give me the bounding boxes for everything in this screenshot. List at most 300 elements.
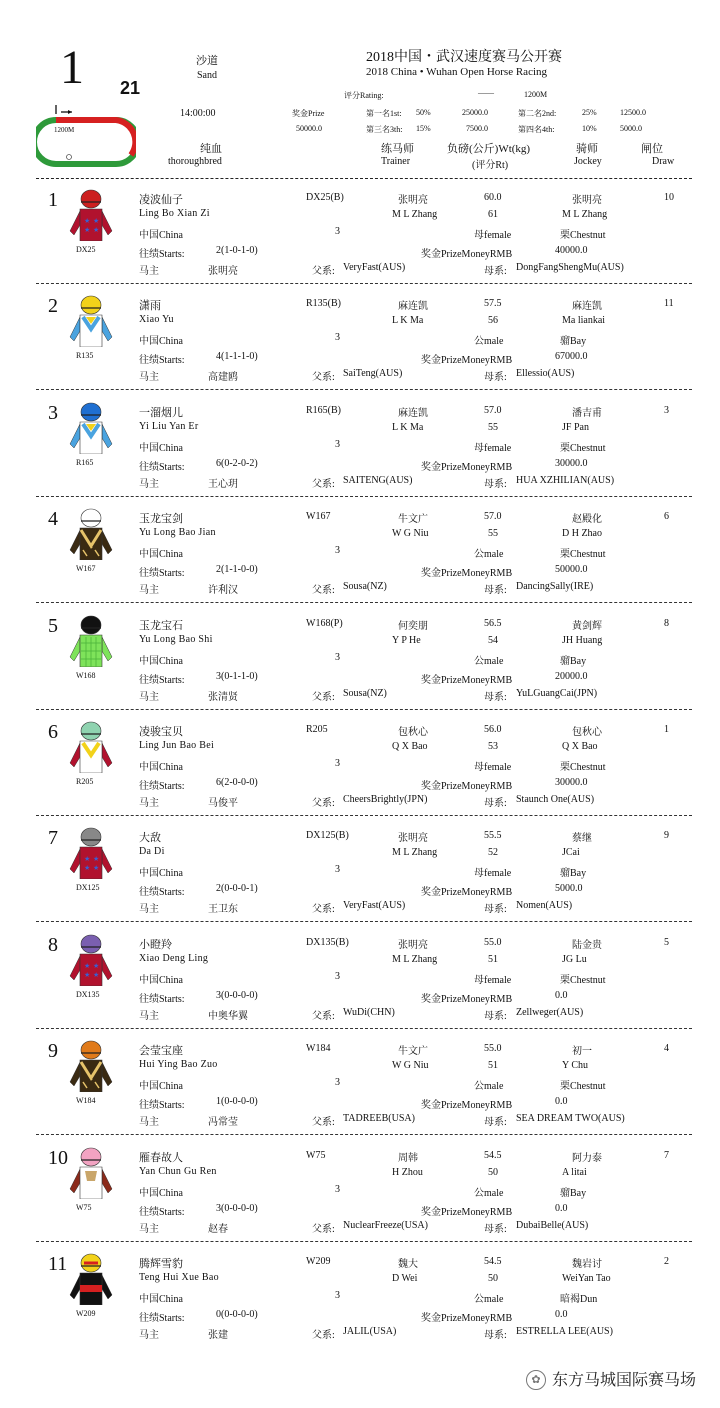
horse-name-en: Yu Long Bao Jian (139, 527, 216, 538)
starts-record: 6(0-2-0-2) (216, 458, 258, 469)
jockey-en: M L Zhang (562, 209, 608, 220)
owner-label: 马主 (139, 372, 159, 383)
prize-money: 5000.0 (555, 883, 583, 894)
horse-age: 3 (335, 971, 340, 982)
sire-label: 父系: (312, 692, 335, 703)
sex: 母female (474, 762, 512, 773)
sire: VeryFast(AUS) (343, 900, 406, 911)
horse-gear: DX25(B) (306, 192, 344, 203)
trainer-en: Y P He (392, 635, 421, 646)
trainer-en: M L Zhang (392, 209, 438, 220)
sire: Sousa(NZ) (343, 688, 387, 699)
horse-gear: R135(B) (306, 298, 341, 309)
jockey-silk (66, 1145, 116, 1199)
sire-label: 父系: (312, 1117, 335, 1128)
horse-gear: W75 (306, 1150, 326, 1161)
horse-name-cn: 雁春故人 (139, 1152, 183, 1164)
horse-name-en: Yan Chun Gu Ren (139, 1166, 217, 1177)
horse-code: R165 (76, 458, 94, 467)
svg-text:★: ★ (93, 864, 100, 872)
prize-second-label: 第二名2nd: (518, 109, 557, 118)
owner-label: 马主 (139, 1117, 159, 1128)
entry-divider (36, 709, 692, 710)
horse-origin: 中国China (139, 1294, 183, 1305)
dam-label: 母系: (484, 372, 507, 383)
owner-label: 马主 (139, 692, 159, 703)
horse-gear: DX135(B) (306, 937, 349, 948)
horse-name-en: Yi Liu Yan Er (139, 421, 199, 432)
entry-divider (36, 283, 692, 284)
entry-number: 7 (48, 827, 58, 849)
prize-second-amt: 12500.0 (620, 108, 646, 117)
trainer-en: L K Ma (392, 422, 424, 433)
starts-label: 往绩Starts: (139, 355, 185, 366)
rating: 56 (488, 315, 498, 326)
jockey-silk (66, 293, 116, 347)
svg-text:★: ★ (84, 971, 91, 979)
starts-record: 3(0-0-0-0) (216, 1203, 258, 1214)
svg-text:★: ★ (93, 971, 100, 979)
starts-label: 往绩Starts: (139, 675, 185, 686)
distance: 1200M (524, 90, 548, 99)
jockey-silk (66, 187, 116, 241)
prize-money-label: 奖金PrizeMoneyRMB (421, 462, 513, 473)
race-number: 1 (60, 41, 84, 94)
entry-row (0, 394, 720, 501)
trainer-cn: 张明亮 (398, 940, 428, 951)
trainer-en: W G Niu (392, 528, 429, 539)
jockey-en: JF Pan (562, 422, 589, 433)
owner-name: 中奥华翼 (208, 1011, 248, 1022)
weight: 56.5 (484, 618, 502, 629)
prize-fourth-pct: 10% (582, 124, 597, 133)
owner-name: 王心玥 (208, 479, 238, 490)
weight: 54.5 (484, 1256, 502, 1267)
sire-label: 父系: (312, 585, 335, 596)
horse-code: DX135 (76, 990, 100, 999)
horse-color: 栗Chestnut (560, 549, 606, 560)
owner-name: 张清贤 (208, 692, 238, 703)
col-draw-en: Draw (652, 156, 675, 167)
horse-code: R135 (76, 351, 94, 360)
horse-name-en: Xiao Deng Ling (139, 953, 209, 964)
starts-label: 往绩Starts: (139, 1313, 185, 1324)
horse-gear: W167 (306, 511, 331, 522)
jockey-cn: 赵殿化 (572, 514, 602, 525)
jockey-cn: 初一 (572, 1046, 592, 1057)
rating: 55 (488, 528, 498, 539)
prize-money: 0.0 (555, 1309, 568, 1320)
prize-money: 50000.0 (555, 564, 588, 575)
trainer-cn: 张明亮 (398, 195, 428, 206)
dam-label: 母系: (484, 798, 507, 809)
horse-name-cn: 一溜烟儿 (139, 407, 183, 419)
horse-name-cn: 凌波仙子 (139, 194, 183, 206)
race-title-en: 2018 China • Wuhan Open Horse Racing (366, 66, 548, 78)
horse-age: 3 (335, 332, 340, 343)
horse-name-cn: 大敌 (139, 832, 161, 844)
horse-name-en: Xiao Yu (139, 314, 174, 325)
horse-color: 栗Chestnut (560, 975, 606, 986)
svg-text:★: ★ (84, 864, 91, 872)
dam-label: 母系: (484, 266, 507, 277)
entry-divider (36, 921, 692, 922)
sex: 母female (474, 443, 512, 454)
horse-color: 骝Bay (560, 656, 587, 667)
draw: 6 (664, 511, 669, 522)
entry-row (0, 1245, 720, 1352)
horse-age: 3 (335, 864, 340, 875)
starts-label: 往绩Starts: (139, 568, 185, 579)
starts-label: 往绩Starts: (139, 249, 185, 260)
entry-divider (36, 815, 692, 816)
trainer-cn: 魏大 (398, 1259, 418, 1270)
jockey-cn: 潘吉甫 (572, 408, 602, 419)
col-draw-cn: 闸位 (641, 143, 663, 155)
prize-label: 奖金Prize (292, 109, 325, 118)
dam: Ellessio(AUS) (516, 368, 575, 379)
horse-gear: R165(B) (306, 405, 341, 416)
jockey-silk (66, 400, 116, 454)
dam: YuLGuangCai(JPN) (516, 688, 598, 699)
entry-number: 11 (48, 1253, 68, 1275)
starts-record: 2(0-0-0-1) (216, 883, 258, 894)
draw: 10 (664, 192, 674, 203)
entry-row (0, 287, 720, 394)
horse-name-en: Teng Hui Xue Bao (139, 1272, 219, 1283)
weight: 55.0 (484, 1043, 502, 1054)
trainer-en: M L Zhang (392, 954, 438, 965)
horse-name-cn: 腾辉雪豹 (139, 1258, 183, 1270)
prize-money-label: 奖金PrizeMoneyRMB (421, 355, 513, 366)
prize-money: 0.0 (555, 1096, 568, 1107)
horse-age: 3 (335, 652, 340, 663)
owner-name: 冯常莹 (208, 1117, 238, 1128)
horse-origin: 中国China (139, 762, 183, 773)
prize-money-label: 奖金PrizeMoneyRMB (421, 994, 513, 1005)
sire-label: 父系: (312, 798, 335, 809)
entry-divider (36, 496, 692, 497)
starts-label: 往绩Starts: (139, 462, 185, 473)
sex: 母female (474, 230, 512, 241)
starts-record: 3(0-1-1-0) (216, 671, 258, 682)
col-trainer-cn: 练马师 (381, 143, 414, 155)
horse-name-en: Yu Long Bao Shi (139, 634, 213, 645)
entry-number: 8 (48, 934, 58, 956)
horse-gear: R205 (306, 724, 328, 735)
dam-label: 母系: (484, 904, 507, 915)
horse-name-cn: 凌骏宝贝 (139, 726, 183, 738)
sex: 公male (474, 549, 504, 560)
entry-row (0, 607, 720, 714)
weight: 57.0 (484, 511, 502, 522)
horse-gear: W209 (306, 1256, 331, 1267)
starts-record: 2(1-1-0-0) (216, 564, 258, 575)
runner-count: 21 (120, 78, 141, 98)
track-diagram (36, 100, 136, 170)
trainer-en: W G Niu (392, 1060, 429, 1071)
starts-label: 往绩Starts: (139, 887, 185, 898)
starts-record: 4(1-1-1-0) (216, 351, 258, 362)
dam: Staunch One(AUS) (516, 794, 595, 805)
horse-code: DX125 (76, 883, 100, 892)
draw: 9 (664, 830, 669, 841)
weight: 55.0 (484, 937, 502, 948)
sire: CheersBrightly(JPN) (343, 794, 428, 805)
horse-origin: 中国China (139, 868, 183, 879)
dam: Nomen(AUS) (516, 900, 573, 911)
horse-gear: DX125(B) (306, 830, 349, 841)
horse-origin: 中国China (139, 336, 183, 347)
prize-money: 0.0 (555, 990, 568, 1001)
jockey-cn: 魏岩讨 (572, 1259, 602, 1270)
jockey-silk (66, 932, 116, 986)
prize-third-pct: 15% (416, 124, 431, 133)
col-jockey-cn: 骑师 (576, 143, 598, 155)
trainer-cn: 麻连凯 (398, 301, 428, 312)
owner-name: 赵春 (208, 1224, 228, 1235)
prize-total: 50000.0 (296, 124, 322, 133)
rating: 51 (488, 1060, 498, 1071)
entry-row (0, 1139, 720, 1246)
owner-name: 马俊平 (208, 798, 238, 809)
svg-text:★: ★ (93, 217, 100, 225)
dam-label: 母系: (484, 1330, 507, 1341)
sire-label: 父系: (312, 266, 335, 277)
horse-gear: W184 (306, 1043, 331, 1054)
jockey-cn: 麻连凯 (572, 301, 602, 312)
weight: 57.5 (484, 298, 502, 309)
jockey-silk (66, 719, 116, 773)
sire: WuDi(CHN) (343, 1007, 395, 1018)
jockey-en: Y Chu (562, 1060, 589, 1071)
entry-row (0, 1032, 720, 1139)
watermark (526, 1367, 696, 1391)
owner-label: 马主 (139, 904, 159, 915)
prize-money: 67000.0 (555, 351, 588, 362)
prize-money: 20000.0 (555, 671, 588, 682)
race-time: 14:00:00 (180, 108, 216, 119)
horse-name-en: Ling Bo Xian Zi (139, 208, 210, 219)
dam-label: 母系: (484, 1117, 507, 1128)
horse-code: W209 (76, 1309, 96, 1318)
horse-origin: 中国China (139, 549, 183, 560)
entry-number: 2 (48, 295, 58, 317)
entry-divider (36, 1028, 692, 1029)
jockey-en: JH Huang (562, 635, 603, 646)
horse-color: 骝Bay (560, 336, 587, 347)
jockey-silk (66, 1251, 116, 1305)
entry-row (0, 713, 720, 820)
prize-money-label: 奖金PrizeMoneyRMB (421, 675, 513, 686)
entry-divider (36, 1134, 692, 1135)
owner-label: 马主 (139, 585, 159, 596)
trainer-cn: 包秋心 (398, 727, 428, 738)
prize-money: 30000.0 (555, 458, 588, 469)
prize-money: 30000.0 (555, 777, 588, 788)
weight: 60.0 (484, 192, 502, 203)
header-divider (36, 178, 692, 179)
weight: 55.5 (484, 830, 502, 841)
sire-label: 父系: (312, 1224, 335, 1235)
jockey-silk (66, 1038, 116, 1092)
prize-fourth-label: 第四名4th: (518, 125, 555, 134)
horse-code: R205 (76, 777, 94, 786)
horse-color: 栗Chestnut (560, 230, 606, 241)
prize-money-label: 奖金PrizeMoneyRMB (421, 1207, 513, 1218)
owner-name: 王卫东 (208, 904, 238, 915)
trainer-cn: 牛文广 (398, 1046, 428, 1057)
sire-label: 父系: (312, 479, 335, 490)
horse-name-cn: 玉龙宝石 (139, 620, 183, 632)
jockey-en: D H Zhao (562, 528, 602, 539)
rating: 51 (488, 954, 498, 965)
surface-cn: 沙道 (196, 55, 218, 67)
horse-code: W167 (76, 564, 96, 573)
svg-text:★: ★ (84, 217, 91, 225)
jockey-en: JCai (562, 847, 580, 858)
trainer-cn: 张明亮 (398, 833, 428, 844)
jockey-en: JG Lu (562, 954, 587, 965)
horse-color: 骝Bay (560, 868, 587, 879)
dam-label: 母系: (484, 692, 507, 703)
rating: 61 (488, 209, 498, 220)
horse-code: DX25 (76, 245, 96, 254)
prize-third-amt: 7500.0 (466, 124, 488, 133)
horse-origin: 中国China (139, 1188, 183, 1199)
starts-label: 往绩Starts: (139, 1100, 185, 1111)
entry-number: 10 (48, 1147, 68, 1169)
starts-record: 0(0-0-0-0) (216, 1309, 258, 1320)
trainer-cn: 周韩 (398, 1153, 418, 1164)
entry-row (0, 181, 720, 288)
horse-origin: 中国China (139, 443, 183, 454)
horse-color: 暗褐Dun (560, 1294, 598, 1305)
prize-first-amt: 25000.0 (462, 108, 488, 117)
entry-number: 3 (48, 402, 58, 424)
trainer-cn: 何奕朋 (398, 621, 428, 632)
starts-record: 2(1-0-1-0) (216, 245, 258, 256)
jockey-cn: 包秋心 (572, 727, 602, 738)
entry-divider (36, 602, 692, 603)
entry-row (0, 819, 720, 926)
watermark-text: 东方马城国际赛马场 (551, 1369, 696, 1389)
sire: SaiTeng(AUS) (343, 368, 403, 379)
track-distance-label: 1200M (54, 126, 75, 134)
horse-age: 3 (335, 1290, 340, 1301)
horse-color: 栗Chestnut (560, 443, 606, 454)
sire: SAITENG(AUS) (343, 475, 413, 486)
entry-number: 5 (48, 615, 58, 637)
horse-age: 3 (335, 545, 340, 556)
weight: 54.5 (484, 1150, 502, 1161)
horse-name-en: Hui Ying Bao Zuo (139, 1059, 218, 1070)
prize-money-label: 奖金PrizeMoneyRMB (421, 1100, 513, 1111)
wechat-icon: ✿ (526, 1370, 546, 1390)
prize-money: 40000.0 (555, 245, 588, 256)
owner-label: 马主 (139, 1224, 159, 1235)
horse-age: 3 (335, 439, 340, 450)
sire: TADREEB(USA) (343, 1113, 415, 1124)
horse-age: 3 (335, 758, 340, 769)
col-jockey-en: Jockey (574, 156, 602, 167)
trainer-cn: 麻连凯 (398, 408, 428, 419)
rating: 54 (488, 635, 498, 646)
horse-name-en: Da Di (139, 846, 165, 857)
horse-name-cn: 玉龙宝剑 (139, 513, 183, 525)
svg-text:★: ★ (93, 226, 100, 234)
sex: 母female (474, 975, 512, 986)
entry-row (0, 926, 720, 1033)
starts-label: 往绩Starts: (139, 1207, 185, 1218)
jockey-silk (66, 506, 116, 560)
col-trainer-en: Trainer (381, 156, 411, 167)
prize-first-pct: 50% (416, 108, 431, 117)
horse-origin: 中国China (139, 975, 183, 986)
horse-age: 3 (335, 1184, 340, 1195)
jockey-silk (66, 613, 116, 667)
svg-text:★: ★ (93, 855, 100, 863)
dam: HUA XZHILIAN(AUS) (516, 475, 615, 486)
horse-code: W168 (76, 671, 96, 680)
trainer-en: M L Zhang (392, 847, 438, 858)
draw: 2 (664, 1256, 669, 1267)
entry-number: 6 (48, 721, 58, 743)
rating: 52 (488, 847, 498, 858)
sire-label: 父系: (312, 372, 335, 383)
rating: 50 (488, 1273, 498, 1284)
col-weight-en: (评分Rt) (472, 160, 509, 171)
dam-label: 母系: (484, 585, 507, 596)
jockey-en: WeiYan Tao (562, 1273, 611, 1284)
weight: 56.0 (484, 724, 502, 735)
horse-age: 3 (335, 226, 340, 237)
prize-money-label: 奖金PrizeMoneyRMB (421, 1313, 513, 1324)
sire-label: 父系: (312, 1330, 335, 1341)
dam-label: 母系: (484, 1011, 507, 1022)
rating: 50 (488, 1167, 498, 1178)
dam-label: 母系: (484, 1224, 507, 1235)
trainer-en: H Zhou (392, 1167, 423, 1178)
horse-name-en: Ling Jun Bao Bei (139, 740, 215, 751)
jockey-cn: 蔡继 (572, 833, 592, 844)
jockey-cn: 阿力泰 (572, 1153, 602, 1164)
trainer-cn: 牛文广 (398, 514, 428, 525)
starts-label: 往绩Starts: (139, 994, 185, 1005)
starts-record: 6(2-0-0-0) (216, 777, 258, 788)
draw: 8 (664, 618, 669, 629)
rating-label: 评分Rating: (344, 91, 384, 100)
prize-fourth-amt: 5000.0 (620, 124, 642, 133)
sex: 公male (474, 656, 504, 667)
entry-row (0, 500, 720, 607)
horse-age: 3 (335, 1077, 340, 1088)
trainer-en: Q X Bao (392, 741, 428, 752)
horse-color: 栗Chestnut (560, 1081, 606, 1092)
horse-name-cn: 潇雨 (139, 300, 161, 312)
owner-name: 张明亮 (208, 266, 238, 277)
prize-money-label: 奖金PrizeMoneyRMB (421, 249, 513, 260)
entry-divider (36, 389, 692, 390)
weight: 57.0 (484, 405, 502, 416)
horse-origin: 中国China (139, 230, 183, 241)
sire: JALIL(USA) (343, 1326, 397, 1337)
prize-money-label: 奖金PrizeMoneyRMB (421, 887, 513, 898)
sex: 公male (474, 336, 504, 347)
prize-third-label: 第三名3th: (366, 125, 403, 134)
sex: 公male (474, 1188, 504, 1199)
horse-origin: 中国China (139, 656, 183, 667)
